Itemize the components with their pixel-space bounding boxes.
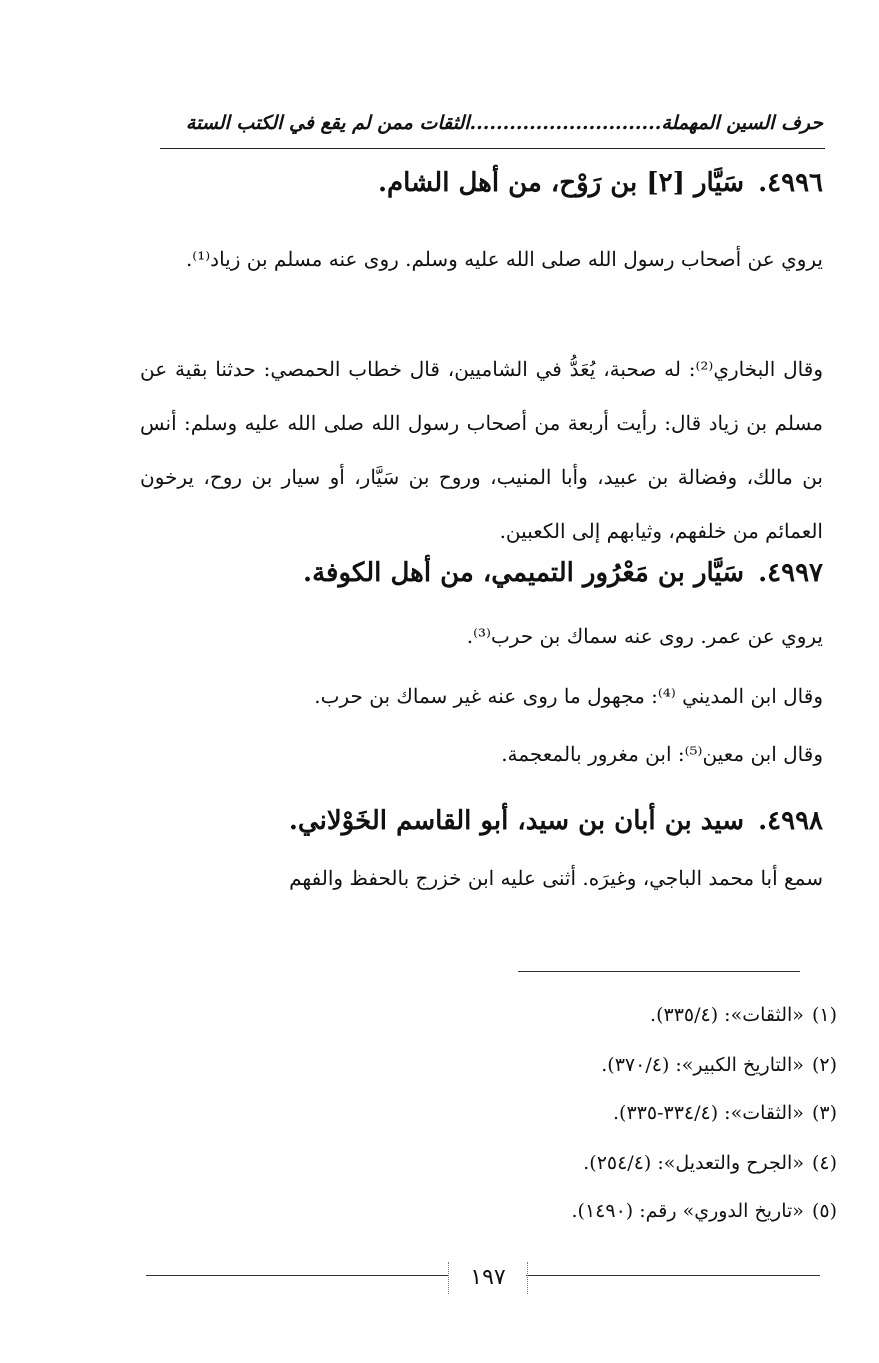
header-rule [160, 148, 825, 149]
entry-number: ٤٩٩٨. [758, 806, 823, 836]
entry-number: ٤٩٩٦. [758, 168, 823, 198]
text-line: يروي عن عمر. روى عنه سماك بن حرب⁽³⁾. [466, 624, 823, 648]
entry-title: سَيَّار [٢] بن رَوْح، من أهل الشام. [378, 168, 745, 198]
footer-rule [146, 1275, 448, 1276]
text-line: سمع أبا محمد الباجي، وغيرَه. أثنى عليه ابن خزرج بالحفظ والفهم [289, 866, 823, 890]
footer-rule [526, 1275, 820, 1276]
footnote: (٥)«تاريخ الدوري» رقم: (١٤٩٠). [571, 1200, 837, 1222]
text-line: وقال ابن معين⁽⁵⁾: ابن مغرور بالمعجمة. [501, 742, 823, 766]
footnote-separator [518, 971, 800, 972]
paragraph: يروي عن أصحاب رسول الله صلى الله عليه وسلم. روى عنه مسلم بن زياد⁽¹⁾. [185, 247, 823, 271]
entry-heading-4996 [378, 168, 823, 198]
footnote: (٤)«الجرح والتعديل»: (٢٥٤/٤). [583, 1152, 837, 1174]
text-line: وقال ابن المديني ⁽⁴⁾: مجهول ما روى عنه غير سماك بن حرب. [314, 684, 823, 708]
footnote: (٣)«الثقات»: (٣٣٤/٤-٣٣٥). [613, 1102, 837, 1124]
entry-number: ٤٩٩٧. [758, 558, 823, 588]
page-number: ١٩٧ [448, 1262, 528, 1294]
entry-heading-4997 [303, 558, 823, 588]
running-header: حرف السين المهملة.............................الثقات ممن لم يقع في الكتب الستة [185, 112, 823, 134]
footnote: (٢)«التاريخ الكبير»: (٣٧٠/٤). [601, 1054, 837, 1076]
entry-title: سيد بن أبان بن سيد، أبو القاسم الخَوْلاني. [288, 806, 745, 836]
entry-heading-4998 [289, 806, 823, 836]
entry-title: سَيَّار بن مَعْرُور التميمي، من أهل الكوفة. [303, 558, 745, 588]
paragraph: وقال البخاري⁽²⁾: له صحبة، يُعَدُّ في الشاميين، قال خطاب الحمصي: حدثنا بقية عن مسلم بن زياد قال: رأيت أربعة من أصحاب رسول الله صلى الله عليه وسلم: أنس بن مالك، وفضالة بن عبيد، وأبا المنيب، وروح بن سَيَّار، أو سيار بن روح، يرخون العمائم من خلفهم، وثيابهم إلى الكعبين. [140, 357, 823, 543]
footnote: (١)«الثقات»: (٣٣٥/٤). [650, 1004, 837, 1026]
